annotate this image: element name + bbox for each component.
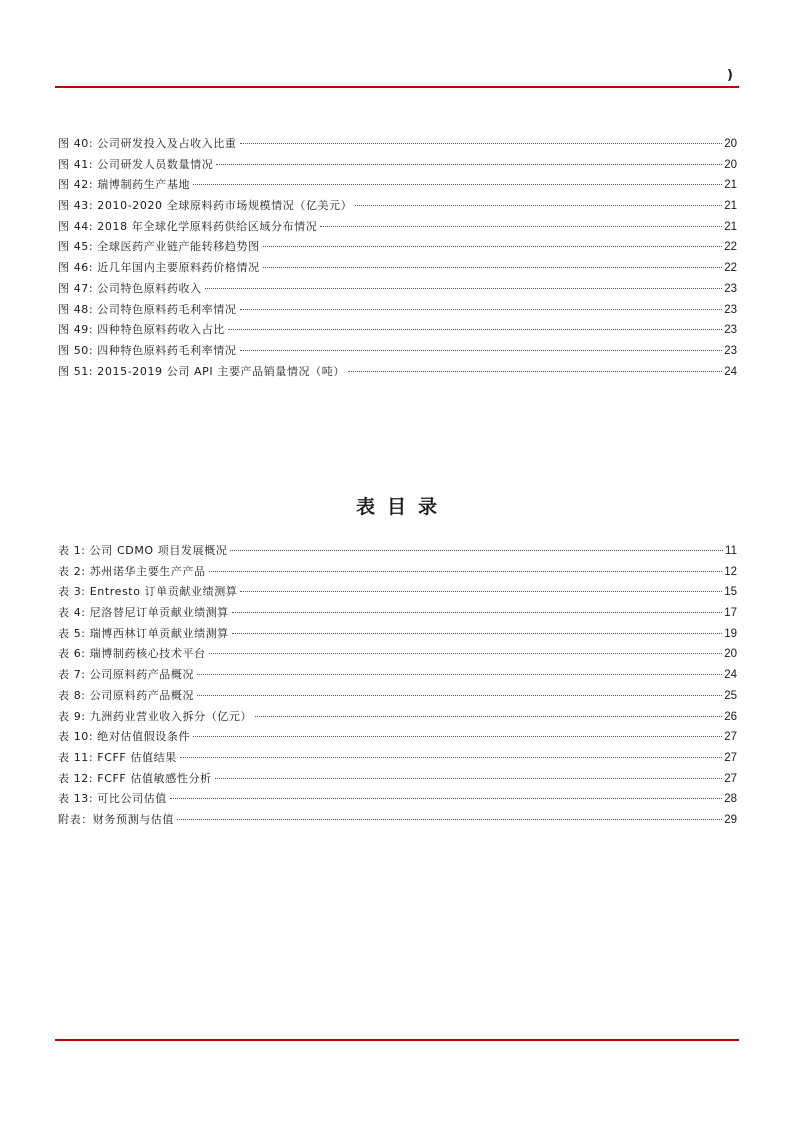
toc-entry-page: 20 <box>724 648 737 661</box>
toc-entry-page: 23 <box>724 282 737 295</box>
toc-entry-page: 27 <box>724 731 737 744</box>
toc-leader-dots <box>228 329 722 330</box>
toc-leader-dots <box>177 819 722 820</box>
toc-entry-label: 图 40: 公司研发投入及占收入比重 <box>58 137 237 150</box>
toc-leader-dots <box>205 288 723 289</box>
toc-entry-table-1[interactable] <box>58 541 737 562</box>
toc-entry-figure-45[interactable] <box>58 237 737 258</box>
toc-leader-dots <box>255 716 722 717</box>
toc-entry-page: 27 <box>724 772 737 785</box>
toc-entry-table-10[interactable] <box>58 727 737 748</box>
toc-entry-figure-48[interactable] <box>58 300 737 321</box>
toc-entry-figure-44[interactable] <box>58 217 737 238</box>
toc-entry-label: 图 45: 全球医药产业链产能转移趋势图 <box>58 240 260 254</box>
toc-leader-dots <box>230 550 723 551</box>
toc-entry-label: 表 9: 九洲药业营业收入拆分（亿元） <box>58 709 253 723</box>
toc-leader-dots <box>197 674 722 675</box>
toc-entry-page: 25 <box>724 689 737 702</box>
toc-entry-table-4[interactable] <box>58 603 737 624</box>
toc-entry-label: 表 12: FCFF 估值敏感性分析 <box>58 771 212 785</box>
toc-entry-figure-40[interactable] <box>58 134 737 155</box>
toc-entry-label: 图 48: 公司特色原料药毛利率情况 <box>58 302 237 316</box>
toc-entry-page: 12 <box>724 565 737 578</box>
toc-entry-page: 20 <box>724 158 737 171</box>
toc-entry-page: 27 <box>724 751 737 764</box>
toc-entry-page: 23 <box>724 303 737 316</box>
toc-entry-figure-51[interactable] <box>58 362 737 383</box>
toc-entry-figure-50[interactable] <box>58 341 737 362</box>
toc-entry-label: 表 13: 可比公司估值 <box>58 792 167 806</box>
toc-entry-label: 表 3: Entresto 订单贡献业绩测算 <box>58 585 238 599</box>
toc-entry-appendix-table[interactable] <box>58 810 737 831</box>
toc-entry-page: 26 <box>724 710 737 723</box>
toc-leader-dots <box>193 736 722 737</box>
toc-entry-label: 图 41: 公司研发人员数量情况 <box>58 157 214 171</box>
toc-entry-label: 表 5: 瑞博西林订单贡献业绩测算 <box>58 626 229 640</box>
toc-entry-page: 28 <box>724 793 737 806</box>
figure-list <box>58 134 737 382</box>
toc-entry-page: 17 <box>724 607 737 620</box>
toc-entry-label: 图 49: 四种特色原料药收入占比 <box>58 323 225 337</box>
toc-entry-figure-46[interactable] <box>58 258 737 279</box>
toc-leader-dots <box>209 653 723 654</box>
toc-entry-table-3[interactable] <box>58 582 737 603</box>
header-corner-mark: ) <box>727 68 733 83</box>
toc-entry-page: 15 <box>724 586 737 599</box>
toc-entry-table-5[interactable] <box>58 624 737 645</box>
toc-leader-dots <box>240 309 723 310</box>
toc-entry-table-8[interactable] <box>58 686 737 707</box>
toc-entry-label: 附表：财务预测与估值 <box>58 812 174 826</box>
toc-entry-table-12[interactable] <box>58 769 737 790</box>
toc-entry-page: 23 <box>724 324 737 337</box>
toc-entry-label: 表 4: 尼洛替尼订单贡献业绩测算 <box>58 606 229 620</box>
toc-entry-table-7[interactable] <box>58 665 737 686</box>
toc-entry-page: 22 <box>724 262 737 275</box>
toc-leader-dots <box>240 591 722 592</box>
footer-divider <box>55 1039 739 1041</box>
table-of-tables-heading: 表目录 <box>355 496 449 518</box>
toc-entry-page: 21 <box>724 179 737 192</box>
toc-entry-table-11[interactable] <box>58 748 737 769</box>
header-divider <box>55 86 739 88</box>
toc-entry-page: 11 <box>725 545 737 557</box>
toc-entry-label: 表 6: 瑞博制药核心技术平台 <box>58 647 206 661</box>
toc-entry-label: 表 2: 苏州诺华主要生产产品 <box>58 564 206 578</box>
toc-entry-label: 图 44: 2018 年全球化学原料药供给区域分布情况 <box>58 219 318 233</box>
toc-entry-page: 22 <box>724 241 737 254</box>
toc-leader-dots <box>232 612 722 613</box>
toc-entry-table-13[interactable] <box>58 789 737 810</box>
toc-entry-page: 29 <box>724 813 737 826</box>
toc-entry-figure-42[interactable] <box>58 175 737 196</box>
toc-entry-label: 图 42: 瑞博制药生产基地 <box>58 178 191 192</box>
toc-entry-label: 表 1: 公司 CDMO 项目发展概况 <box>58 544 228 557</box>
toc-leader-dots <box>209 571 723 572</box>
toc-leader-dots <box>240 143 723 144</box>
toc-leader-dots <box>170 798 722 799</box>
toc-leader-dots <box>240 350 723 351</box>
toc-entry-label: 图 43: 2010-2020 全球原料药市场规模情况（亿美元） <box>58 199 353 213</box>
toc-leader-dots <box>355 205 722 206</box>
toc-entry-figure-49[interactable] <box>58 320 737 341</box>
toc-leader-dots <box>215 778 723 779</box>
toc-entry-page: 20 <box>724 138 737 150</box>
toc-entry-table-9[interactable] <box>58 707 737 728</box>
toc-entry-label: 图 47: 公司特色原料药收入 <box>58 281 202 295</box>
toc-entry-page: 24 <box>724 669 737 682</box>
toc-leader-dots <box>263 267 723 268</box>
toc-entry-label: 表 7: 公司原料药产品概况 <box>58 668 195 682</box>
toc-entry-label: 表 11: FCFF 估值结果 <box>58 750 177 764</box>
toc-entry-label: 表 8: 公司原料药产品概况 <box>58 688 195 702</box>
toc-leader-dots <box>180 757 722 758</box>
toc-entry-page: 21 <box>724 200 737 213</box>
toc-entry-figure-43[interactable] <box>58 196 737 217</box>
toc-leader-dots <box>216 164 722 165</box>
toc-leader-dots <box>193 184 722 185</box>
toc-entry-figure-41[interactable] <box>58 155 737 176</box>
toc-entry-page: 23 <box>724 344 737 357</box>
toc-leader-dots <box>232 633 722 634</box>
toc-leader-dots <box>320 226 722 227</box>
toc-entry-label: 图 51: 2015-2019 公司 API 主要产品销量情况（吨） <box>58 364 345 378</box>
toc-leader-dots <box>348 371 722 372</box>
toc-entry-label: 图 46: 近几年国内主要原料药价格情况 <box>58 261 260 275</box>
toc-leader-dots <box>263 246 723 247</box>
toc-entry-page: 24 <box>724 365 737 378</box>
toc-entry-label: 表 10: 绝对估值假设条件 <box>58 730 191 744</box>
toc-entry-label: 图 50: 四种特色原料药毛利率情况 <box>58 343 237 357</box>
toc-entry-page: 19 <box>724 627 737 640</box>
toc-entry-table-2[interactable] <box>58 562 737 583</box>
toc-entry-figure-47[interactable] <box>58 279 737 300</box>
toc-leader-dots <box>197 695 722 696</box>
toc-entry-table-6[interactable] <box>58 644 737 665</box>
toc-entry-page: 21 <box>724 220 737 233</box>
table-list <box>58 541 737 831</box>
